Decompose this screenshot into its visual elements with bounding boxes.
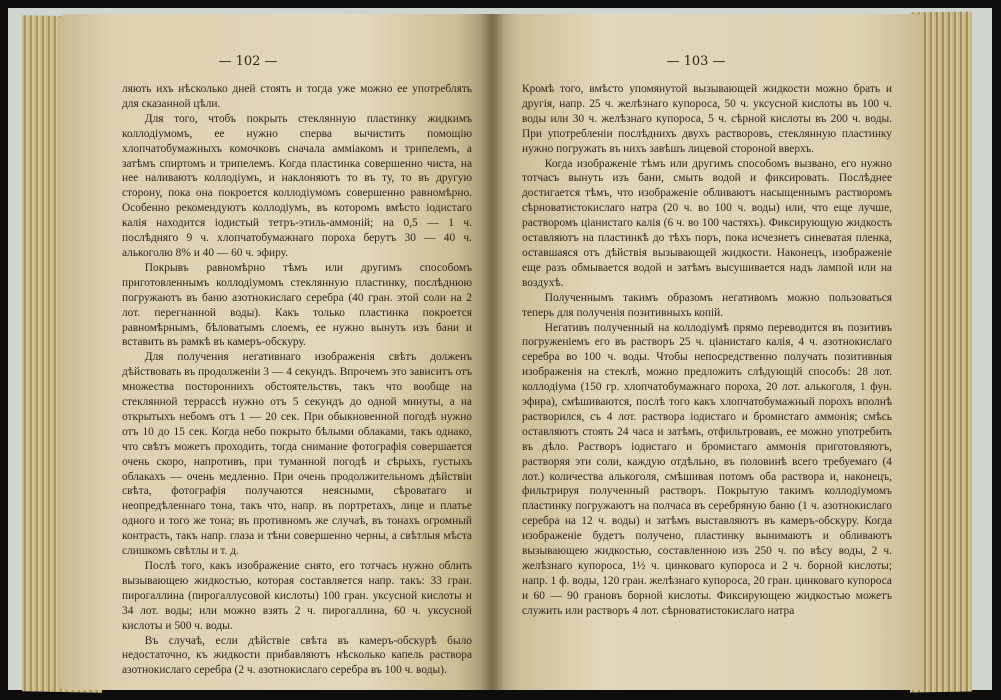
- left-paragraph: Въ случаѣ, если дѣйствіе свѣта въ камеръ-обскурѣ было недостаточно, къ жидкости прибавляютъ нѣсколько капель раствора азотнокислаго серебра (2 ч. азотнокислаго серебра въ 100 ч. воды).: [122, 634, 472, 677]
- left-paragraph: Послѣ того, какъ изображение снято, его тотчасъ нужно облить вызывающею жидкостью, которая составляется напр. такъ: 33 гран. пирогаллина (пирогаллусовой кислоты) 100 гран. уксусной кислоты и 34 лот. воды; или можно взять 2 ч. пирогаллина, 60 ч. уксусной кислоты и 500 ч. воды.: [122, 560, 472, 632]
- left-paragraph: Покрывъ равномѣрно тѣмъ или другимъ способомъ приготовленнымъ коллодіумомъ стеклянную пластинку, послѣднюю погружаютъ въ баню азотнокислаго серебра (40 гран. этой соли на 2 лот. перегнанной воды). Какъ только пластинка покроется равномѣрнымъ, бѣловатымъ слоемъ, ее нужно вынуть изъ бани и вставить въ рамкѣ въ камеръ-обскуру.: [122, 261, 472, 349]
- right-page: [492, 14, 924, 690]
- right-paragraph: Негативъ полученный на коллодіумѣ прямо переводится въ позитивъ погруженіемъ его въ растворъ 25 ч. цiанистаго калія, 4 ч. азотнокислаго серебра во 100 ч. воды. Чтобы непосредственно получать позитивныя изображенія на стеклѣ, можно предложить слѣдующій способъ: 28 лот. коллодіума (150 гр. хлопчатобумажнаго пороха, 20 лот. алькоголя, 1 фун. эфира), смѣшиваются, послѣ того какъ хлопчатобумажный порохъ вполнѣ растворился, съ 4 лот. раствора iодистаго и бромистаго аммонія; смѣсь оставляютъ стоять 24 часа и затѣмъ, отфильтровавъ, ее можно употребить въ дѣло. Растворъ iодистаго и бромистаго аммонія приготовляютъ, растворяя эти соли, каждую отдѣльно, въ половинѣ всего требуемаго (4 лот.) количества алькоголя, смѣшивая потомъ оба раствора и, наконецъ, фильтрируя полученный растворъ. Покрытую такимъ коллодіумомъ пластинку погружаютъ на полчаса въ серебряную баню (1 ч. азотнокислаго серебра на 12 ч. воды) и затѣмъ выставляютъ въ камеръ-обскуру. Когда изображеніе будетъ получено, пластинку вынимаютъ и обливаютъ вызывающею жидкостью, составленною изъ 250 ч. по вѣсу воды, 2 ч. желѣзнаго купороса, 1½ ч. цинковаго купороса и 2 ч. борной кислоты; напр. 1 ф. воды, 120 гран. желѣзнаго купороса, 20 гран. цинковаго купороса и 60 — 90 грановъ борной кислоты. Фиксирующею жидкостью можетъ служить или растворъ 4 лот. сѣрноватистокислаго натра: [522, 321, 892, 617]
- left-paragraph: Для того, чтобъ покрыть стеклянную пластинку жидкимъ коллодіумомъ, ее нужно сперва вычистить помощію хлопчатобумажныхъ комочковъ сначала аммiакомъ и трипелемъ, а затѣмъ спиртомъ и трипелемъ. Когда пластинка совершенно чиста, на нее наливаютъ коллодiумъ, и наклоняютъ то въ ту, то въ другую сторону, пока она покроется коллодiумомъ совершенно равномѣрно. Особенно рекомендуютъ коллодiумъ, въ которомъ вмѣсто iодистаго калія находится iодистый тетръ-этиль-аммоній; на 0,5 — 1 ч. послѣдняго 9 ч. хлопчатобумажнаго пороха берутъ 30 — 40 ч. алькоголю 8% и 40 — 60 ч. эфиру.: [122, 112, 472, 259]
- right-page-text: [522, 82, 892, 619]
- left-page-number: — 102 —: [218, 54, 278, 69]
- right-paragraph: Кромѣ того, вмѣсто упомянутой вызывающей жидкости можно брать и другія, напр. 25 ч. желѣзнаго купороса, 50 ч. уксусной кислоты въ 100 ч. воды или 30 ч. желѣзнаго купороса, 5 ч. сѣрной кислоты въ 200 ч. воды. При употребленіи послѣднихъ двухъ растворовъ, стеклянную пластинку нужно погружать въ нихъ завѣшъ лицевой стороной вверхъ.: [522, 83, 892, 155]
- left-paragraph: ляють ихъ нѣсколько дней стоять и тогда уже можно ее употреблять для сказанной цѣли.: [122, 83, 472, 110]
- right-paragraph: Полученнымъ такимъ образомъ негативомъ можно пользоваться теперь для полученія позитивныхъ копій.: [522, 291, 892, 319]
- book-gutter: [480, 14, 504, 690]
- left-paragraph: Для получения негативнаго изображенія свѣтъ долженъ дѣйствовать въ продолженіи 3 — 4 секундъ. Впрочемъ это зависитъ отъ множества постороннихъ обстоятельствъ, такъ что вообще на стеклянной террассѣ нужно отъ 5 секундъ до одной минуты, а на открытыхъ небомъ отъ 1 — 20 сек. При обыкновенной погодѣ нужно отъ 10 до 15 сек. Когда небо покрыто бѣлыми облаками, такъ однако, что свѣтъ можетъ проходить, тогда снимание фотографія совершается очень скоро, напротивъ, при туманной погодѣ и сѣрыхъ, густыхъ облакахъ — очень медленно. При очень продолжительномъ дѣйствіи свѣта, фотографія получаются неясными, сѣроватаго и неопредѣленнаго тона, такъ что, напр. въ портретахъ, лице и платье одного и того же тона; въ противномъ же случаѣ, въ тонахъ огромный контрасть, такъ напр. глаза и тѣни совершенно черны, а свѣтлыя мѣста слишкомъ свѣтлы и т. д.: [122, 351, 472, 558]
- right-paragraph: Когда изображеніе тѣмъ или другимъ способомъ вызвано, его нужно тотчасъ вынуть изъ бани, смыть водой и фиксировать. Послѣднее достигается тѣмъ, что изображеніе обливаютъ насыщеннымъ растворомъ сѣрноватистокислаго натра (20 ч. во 100 ч. воды) или, что еще лучше, растворомъ цiанистаго калія (6 ч. во 100 частяхъ). Фиксирующую жидкость оставляютъ на пластинкѣ до тѣхъ поръ, пока исчезнетъ синеватая пленка, оставшаяся отъ дѣйствія вызывающей жидкости. Наконецъ, изображеніе еще разъ обмывается водой и затѣмъ высушивается надъ лампой или на воздухѣ.: [522, 157, 892, 289]
- left-page-text: [122, 82, 472, 678]
- left-page: [60, 14, 492, 690]
- right-page-number: — 103 —: [666, 54, 726, 69]
